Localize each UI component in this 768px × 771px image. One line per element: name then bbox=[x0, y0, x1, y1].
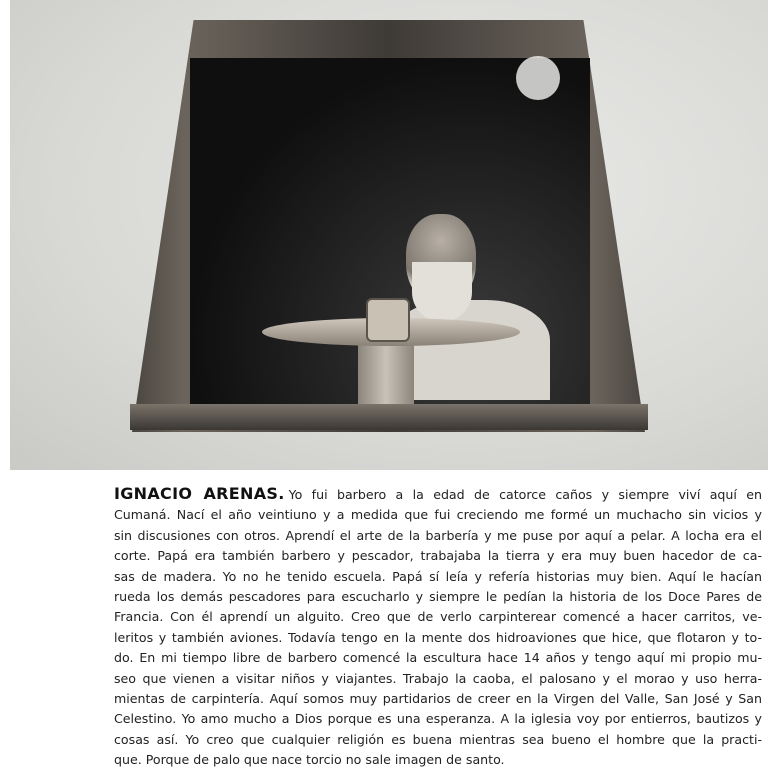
sculpture-post bbox=[358, 340, 414, 410]
text-line: rueda los demás pescadores para escucharlo y siempre le pedían la historia de los Doce Pares de bbox=[114, 589, 762, 605]
text-line: mientas de carpintería. Aquí somos muy partidarios de creer en la Virgen del Valle, San José y San bbox=[114, 691, 762, 707]
text-line: sin discusiones con otros. Aprendí el arte de la barbería y me puse por aquí a pelar. A locha era el bbox=[114, 527, 762, 543]
man-beard bbox=[412, 262, 472, 322]
article-text bbox=[114, 484, 762, 771]
man-shirt bbox=[390, 300, 550, 400]
window-sill bbox=[130, 404, 648, 430]
text-line: corte. Papá era también barbero y pescador, trabajaba la tierra y era muy buen hacedor de ca- bbox=[114, 548, 762, 564]
text-line: do. En mi tiempo libre de barbero comencé la escultura hace 14 años y tengo aquí mi propio mu- bbox=[114, 650, 762, 666]
text-line: que. Porque de palo que nace torcio no sale imagen de santo. bbox=[114, 752, 505, 768]
text-line bbox=[114, 484, 762, 505]
text-line: cosas así. Yo creo que cualquier religión es buena mientras sea bueno el hombre que la practi- bbox=[114, 731, 762, 747]
owl-carving bbox=[366, 298, 410, 342]
person-name: IGNACIO ARENAS. bbox=[114, 484, 285, 503]
text-line: Cumaná. Nací el año veintiuno y a medida que fui creciendo me formé un muchacho sin vicios y bbox=[114, 507, 762, 523]
light-reflection bbox=[516, 56, 560, 100]
photo-man-in-window bbox=[10, 0, 768, 470]
line-text: Yo fui barbero a la edad de catorce caños y siempre viví aquí en bbox=[288, 487, 762, 502]
text-line: sas de madera. Yo no he tenido escuela. Papá sí leía y refería historias muy bien. Aquí le hacían bbox=[114, 568, 762, 584]
text-line: leritos y también aviones. Todavía tengo en la mente dos hidroaviones que hice, que flotaron y to- bbox=[114, 629, 762, 645]
text-line: Francia. Con él aprendí un alguito. Creo que de verlo carpinterear comencé a hacer carritos, ve- bbox=[114, 609, 762, 625]
text-line: seo que vienen a visitar niños y viajantes. Trabajo la caoba, el palosano y el morao y uso herra- bbox=[114, 670, 762, 686]
text-line: Celestino. Yo amo mucho a Dios porque es una esperanza. A la iglesia voy por entierros, bautizos y bbox=[114, 711, 762, 727]
